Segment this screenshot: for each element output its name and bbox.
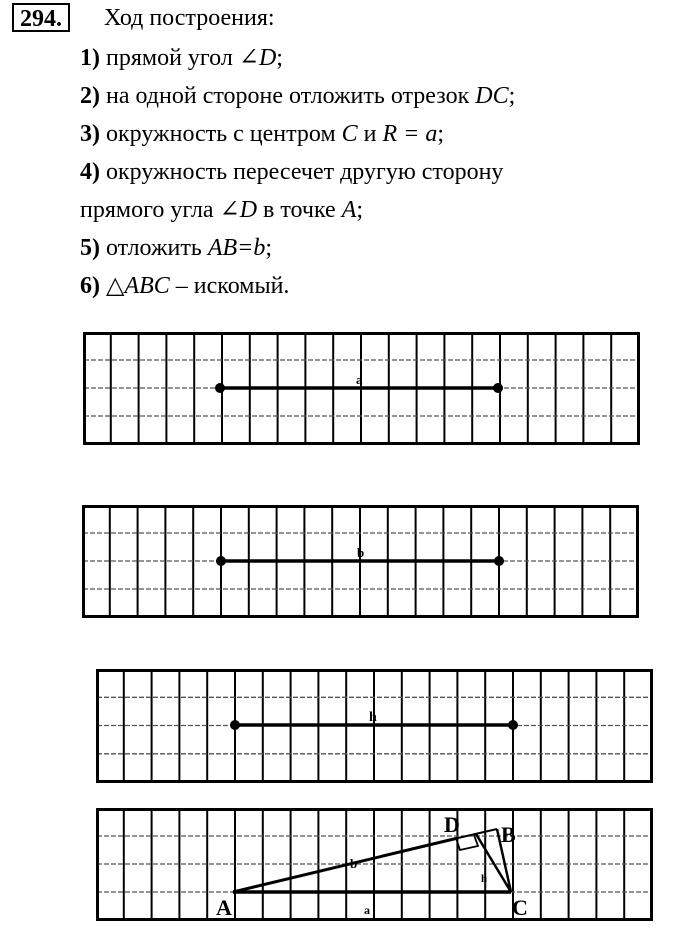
step-math: R = a [382,121,438,147]
step-3 [80,115,690,153]
step-tail: ; [508,83,516,109]
side-label-b: b [350,856,358,871]
endpoint [508,720,518,730]
figure-segment-b [82,505,639,618]
step-4-continued [80,191,690,229]
step-number: 6) [80,273,100,299]
step-5 [80,229,690,267]
segment-label: b [357,545,365,560]
point-label-b: B [501,822,516,847]
step-number: 3) [80,121,100,147]
endpoint [493,383,503,393]
segment-label: a [356,372,363,387]
step-2 [80,77,690,115]
figure-segment-h [96,669,653,783]
step-math: △ABC [106,273,170,299]
point-label-d: D [444,812,460,837]
step-math: AB=b [207,235,266,261]
point-label-a: A [216,895,232,920]
step-text: прямой угол [106,45,239,71]
step-text: на одной стороне отложить отрезок [106,83,476,109]
endpoint [215,383,225,393]
figure-triangle-construction [96,808,653,921]
grid-lines [97,809,652,920]
figure-segment-a [83,332,640,445]
steps-list [80,39,690,305]
step-text: окружность пересечет другую сторону [106,159,504,185]
step-text: окружность с центром [106,121,342,147]
step-math: C [341,121,358,147]
step-1 [80,39,690,77]
step-tail: ; [356,197,364,223]
step-math: ∠D [219,197,258,223]
step-text: отложить [106,235,208,261]
endpoint [494,556,504,566]
step-tail: ; [265,235,272,261]
step-tail: ; [276,45,283,71]
side-label-h: h [481,873,488,885]
step-text: и [357,121,383,147]
step-number: 5) [80,235,100,261]
endpoint [230,720,240,730]
step-math: A [341,197,357,223]
point-label-c: C [512,895,528,920]
side-label-a: a [364,903,370,917]
step-math: ∠D [238,45,277,71]
step-math: DC [475,83,509,109]
step-text: прямого угла [80,197,220,223]
step-text: в точке [257,197,342,223]
step-tail: ; [437,121,445,147]
step-number: 1) [80,45,100,71]
step-number: 2) [80,83,100,109]
segment-label: h [369,710,377,725]
endpoint [216,556,226,566]
step-6 [80,267,690,305]
step-number: 4) [80,159,100,185]
problem-title: Ход построения: [104,5,275,31]
problem-number: 294. [12,3,70,32]
step-4 [80,153,690,191]
step-tail: – искомый. [169,273,290,299]
